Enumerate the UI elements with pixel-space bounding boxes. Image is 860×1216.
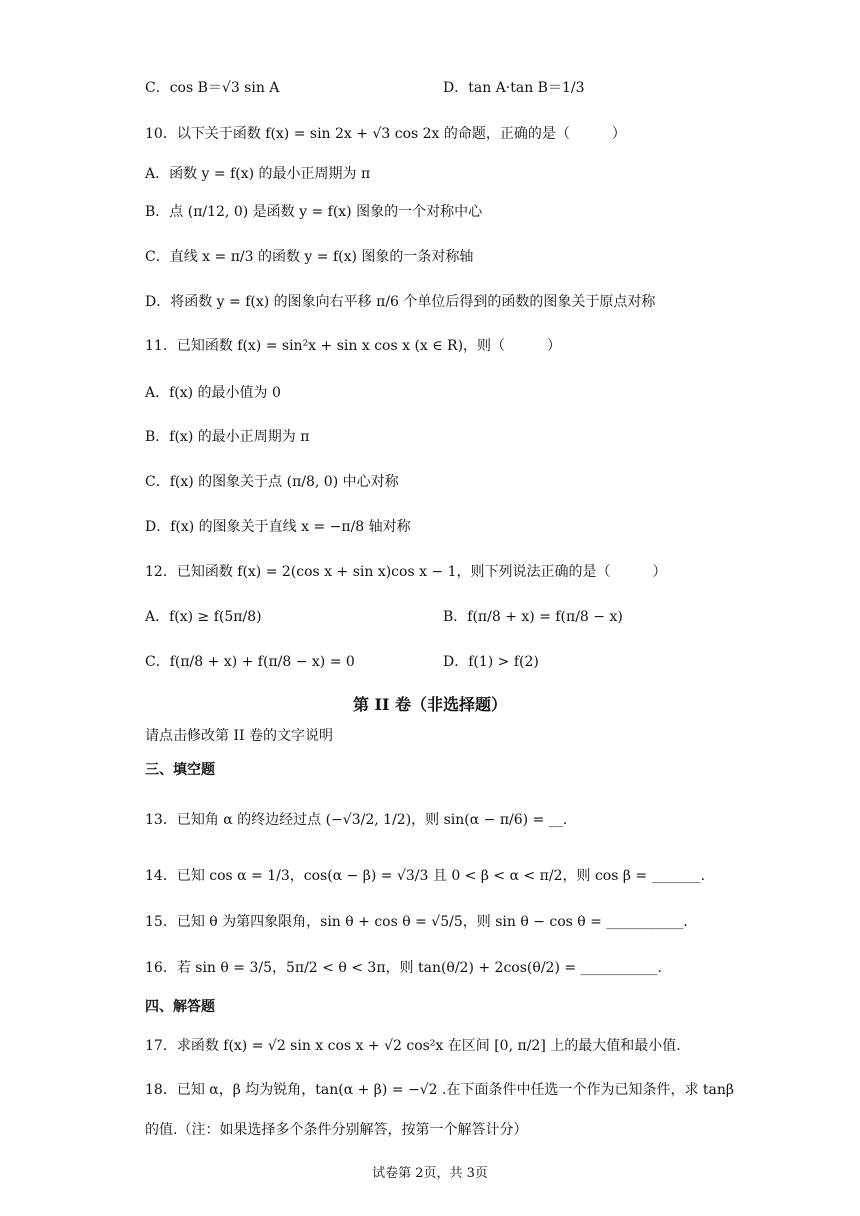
q10-stem: 10．以下关于函数 f(x) = sin 2x + √3 cos 2x 的命题，正确的是（ ） — [145, 126, 626, 142]
q9-option-c: C．cos B＝√3 sin A — [145, 80, 280, 96]
q18-line2: 的值.（注：如果选择多个条件分别解答，按第一个解答计分） — [145, 1122, 528, 1138]
q15: 15．已知 θ 为第四象限角，sin θ + cos θ = √5/5，则 sin θ − cos θ = ___________. — [145, 914, 688, 930]
q11-option-d: D．f(x) 的图象关于直线 x = −π/8 轴对称 — [145, 519, 411, 535]
q11-option-b: B．f(x) 的最小正周期为 π — [145, 429, 310, 445]
part2-title: 第 II 卷（非选择题） — [352, 695, 508, 714]
section3-title: 三、填空题 — [145, 762, 215, 778]
q10-option-d: D．将函数 y = f(x) 的图象向右平移 π/6 个单位后得到的函数的图象关于原点对称 — [145, 294, 656, 310]
q12-stem: 12．已知函数 f(x) = 2(cos x + sin x)cos x − 1，则下列说法正确的是（ ） — [145, 564, 667, 580]
q10-option-a: A．函数 y = f(x) 的最小正周期为 π — [145, 166, 371, 182]
q11-option-a: A．f(x) 的最小值为 0 — [145, 385, 281, 401]
q11-stem: 11．已知函数 f(x) = sin²x + sin x cos x (x ∈ R)，则（ ） — [145, 338, 562, 354]
q12-option-b: B．f(π/8 + x) = f(π/8 − x) — [443, 609, 623, 625]
q14: 14．已知 cos α = 1/3，cos(α − β) = √3/3 且 0 < β < α < π/2，则 cos β = _______. — [145, 868, 706, 884]
q18-line1: 18．已知 α，β 均为锐角，tan(α + β) = −√2 .在下面条件中任选一个作为已知条件，求 tanβ — [145, 1082, 734, 1098]
q16: 16．若 sin θ = 3/5，5π/2 < θ < 3π，则 tan(θ/2) + 2cos(θ/2) = ___________. — [145, 960, 662, 976]
q10-option-b: B．点 (π/12, 0) 是函数 y = f(x) 图象的一个对称中心 — [145, 204, 483, 220]
q13: 13．已知角 α 的终边经过点 (−√3/2, 1/2)，则 sin(α − π/6) = __. — [145, 812, 568, 828]
q11-option-c: C．f(x) 的图象关于点 (π/8, 0) 中心对称 — [145, 474, 399, 490]
page-footer: 试卷第 2页，共 3页 — [372, 1166, 488, 1181]
q12-option-c: C．f(π/8 + x) + f(π/8 − x) = 0 — [145, 654, 355, 670]
q17: 17．求函数 f(x) = √2 sin x cos x + √2 cos²x 在区间 [0, π/2] 上的最大值和最小值. — [145, 1038, 681, 1054]
q12-option-d: D．f(1) > f(2) — [443, 654, 539, 670]
part2-note: 请点击修改第 II 卷的文字说明 — [145, 728, 333, 744]
q9-option-d: D．tan A·tan B＝1/3 — [443, 80, 585, 96]
section4-title: 四、解答题 — [145, 999, 215, 1015]
q10-option-c: C．直线 x = π/3 的函数 y = f(x) 图象的一条对称轴 — [145, 249, 474, 265]
q12-option-a: A．f(x) ≥ f(5π/8) — [145, 609, 262, 625]
